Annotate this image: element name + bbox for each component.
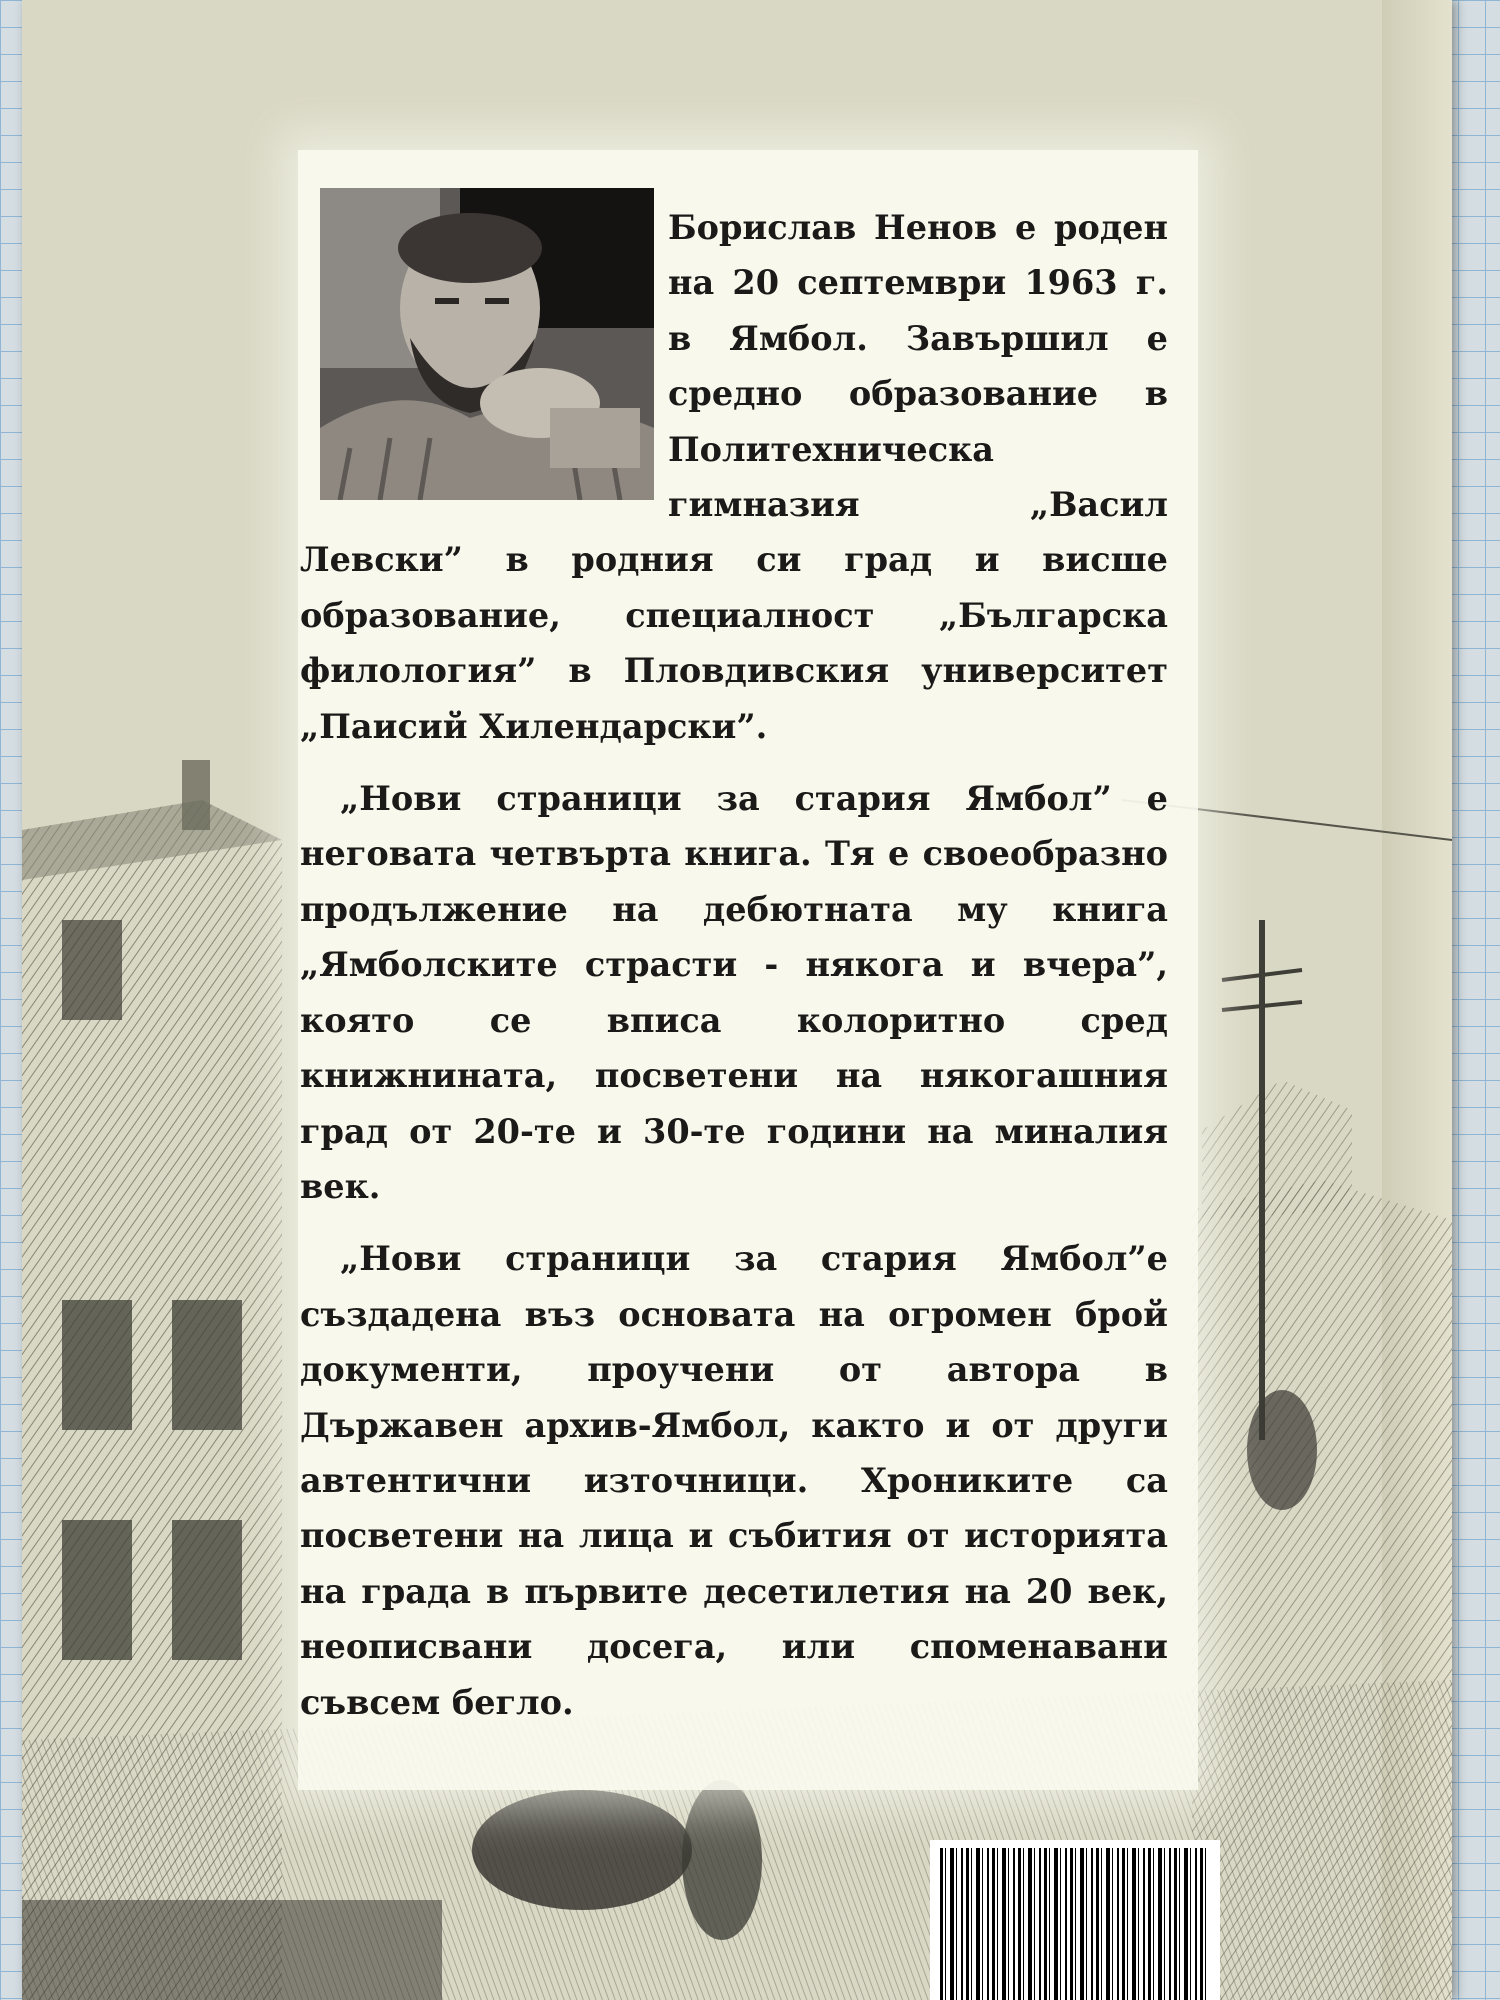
barcode-graphic [930,1840,1220,2000]
barcode-bars [940,1848,1210,2000]
author-biography-text [300,200,1168,1747]
bio-paragraph-3: „Нови страници за стария Ямбол”е създадена въз основата на огромен брой документи, проучени от автора в Държавен архив-Ямбол, както и от други автентични източници. Хрониките са посветени на лица и събития от историята на града в първите десетилетия на 20 век, неописвани досега, или споменавани съвсем бегло. [300,1239,1168,1722]
bio-paragraph-1: Борислав Ненов е роден на 20 септември 1963 г. в Ямбол. Завършил е средно образование в Политехническа гимназия „Васил Левски” в родния си град и висше образование, специалност „Българска филология” в Пловдивския университет „Паисий Хилендарски”. [300,208,1168,746]
bio-paragraph-2: „Нови страници за стария Ямбол” е неговата четвърта книга. Тя е своеобразно продължение на дебютната му книга „Ямболските страсти - някога и вчера”, която се вписа колоритно сред книжнината, посветени на някогашния град от 20-те и 30-те години на миналия век. [300,779,1168,1206]
